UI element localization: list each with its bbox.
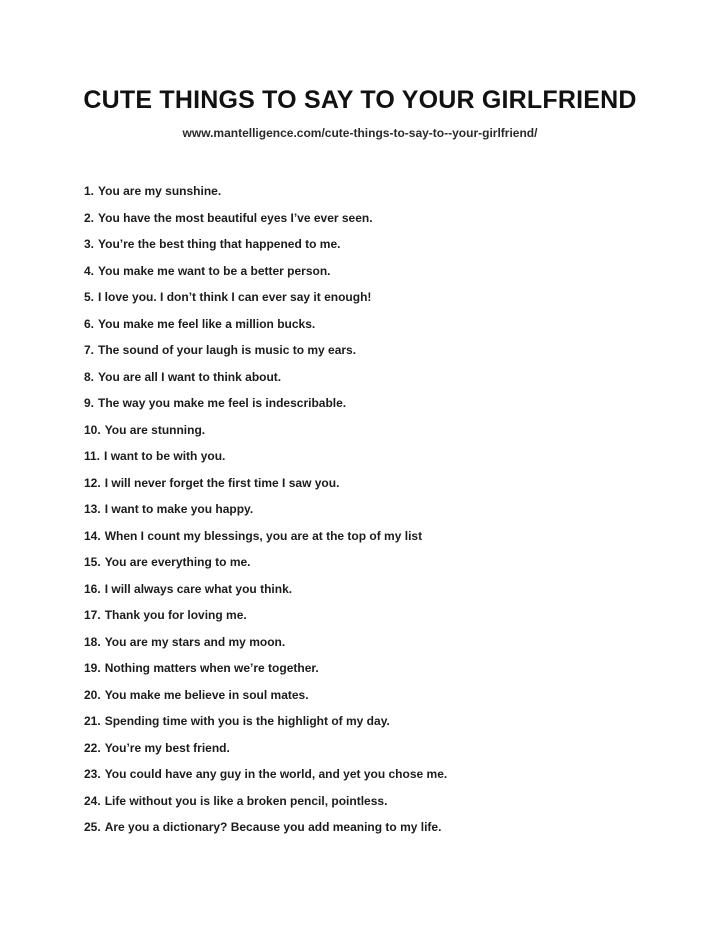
list-item (84, 364, 680, 391)
page-title: CUTE THINGS TO SAY TO YOUR GIRLFRIEND (83, 86, 637, 114)
list-item-number: 4. (84, 263, 95, 278)
list-item (84, 205, 680, 232)
list-item (84, 470, 680, 497)
list-item-text: Nothing matters when we’re together. (104, 661, 319, 675)
list-item (84, 284, 680, 311)
list-item (84, 549, 680, 576)
list-item-text: I want to be with you. (104, 449, 226, 463)
list-item (84, 496, 680, 523)
list-item-text: Are you a dictionary? Because you add meaning to my life. (104, 820, 442, 834)
list-item-text: You are all I want to think about. (98, 369, 282, 384)
list-item (84, 337, 680, 364)
list-item-number: 14. (84, 528, 101, 543)
list-item-number: 6. (84, 316, 95, 331)
tips-list (84, 178, 680, 841)
list-item-text: Spending time with you is the highlight of my day. (104, 714, 390, 728)
list-item (84, 231, 680, 258)
source-url: www.mantelligence.com/cute-things-to-say-to--your-girlfriend/ (182, 126, 538, 140)
list-item-number: 10. (84, 422, 101, 437)
list-item-number: 17. (84, 608, 101, 622)
list-item-number: 15. (84, 555, 101, 569)
list-item-number: 12. (84, 475, 101, 490)
list-item (84, 682, 680, 709)
list-item (84, 576, 680, 603)
list-item-text: You have the most beautiful eyes I’ve ever seen. (98, 210, 373, 225)
list-item (84, 735, 680, 762)
list-item-text: Thank you for loving me. (104, 608, 247, 622)
list-item-number: 7. (84, 343, 95, 357)
list-item (84, 788, 680, 815)
list-item (84, 417, 680, 444)
list-item-number: 2. (84, 210, 95, 225)
list-item-text: You make me want to be a better person. (98, 263, 331, 278)
list-item (84, 443, 680, 470)
list-item (84, 390, 680, 417)
list-item-number: 8. (84, 369, 95, 384)
list-item (84, 258, 680, 285)
list-item (84, 523, 680, 550)
list-item-number: 24. (84, 793, 101, 808)
list-item-text: You are everything to me. (104, 555, 251, 569)
list-item (84, 814, 680, 841)
list-item (84, 629, 680, 656)
list-item-number: 5. (84, 290, 95, 304)
list-item-text: When I count my blessings, you are at the top of my list (104, 528, 423, 543)
list-item-number: 13. (84, 502, 101, 516)
list-item (84, 602, 680, 629)
list-item-text: You could have any guy in the world, and yet you chose me. (104, 767, 448, 781)
list-item-text: You are my sunshine. (98, 184, 222, 198)
list-item-text: I love you. I don’t think I can ever say it enough! (98, 290, 372, 304)
list-item-number: 20. (84, 687, 101, 702)
list-item-text: Life without you is like a broken pencil, pointless. (104, 793, 388, 808)
list-item (84, 178, 680, 205)
list-item-text: I will never forget the first time I saw you. (104, 475, 340, 490)
list-item-number: 18. (84, 634, 101, 649)
list-item-text: You are stunning. (104, 422, 206, 437)
list-item-text: The sound of your laugh is music to my ears. (98, 343, 357, 357)
list-item-text: You are my stars and my moon. (104, 634, 286, 649)
list-item-number: 1. (84, 184, 95, 198)
list-item (84, 311, 680, 338)
list-item-number: 25. (84, 820, 101, 834)
list-item-text: I want to make you happy. (104, 502, 254, 516)
list-item-text: You make me believe in soul mates. (104, 687, 309, 702)
list-item-text: The way you make me feel is indescribable. (98, 396, 347, 410)
list-item (84, 708, 680, 735)
list-item (84, 655, 680, 682)
list-item-text: You’re my best friend. (104, 740, 230, 755)
list-item-number: 19. (84, 661, 101, 675)
list-item-text: I will always care what you think. (104, 581, 293, 596)
list-item-number: 11. (84, 449, 101, 463)
list-item-number: 16. (84, 581, 101, 596)
list-item-number: 3. (84, 237, 95, 251)
list-item-text: You’re the best thing that happened to me. (98, 237, 341, 251)
list-item-number: 23. (84, 767, 101, 781)
list-item-text: You make me feel like a million bucks. (98, 316, 316, 331)
list-item (84, 761, 680, 788)
list-item-number: 21. (84, 714, 101, 728)
list-item-number: 9. (84, 396, 95, 410)
list-item-number: 22. (84, 740, 101, 755)
